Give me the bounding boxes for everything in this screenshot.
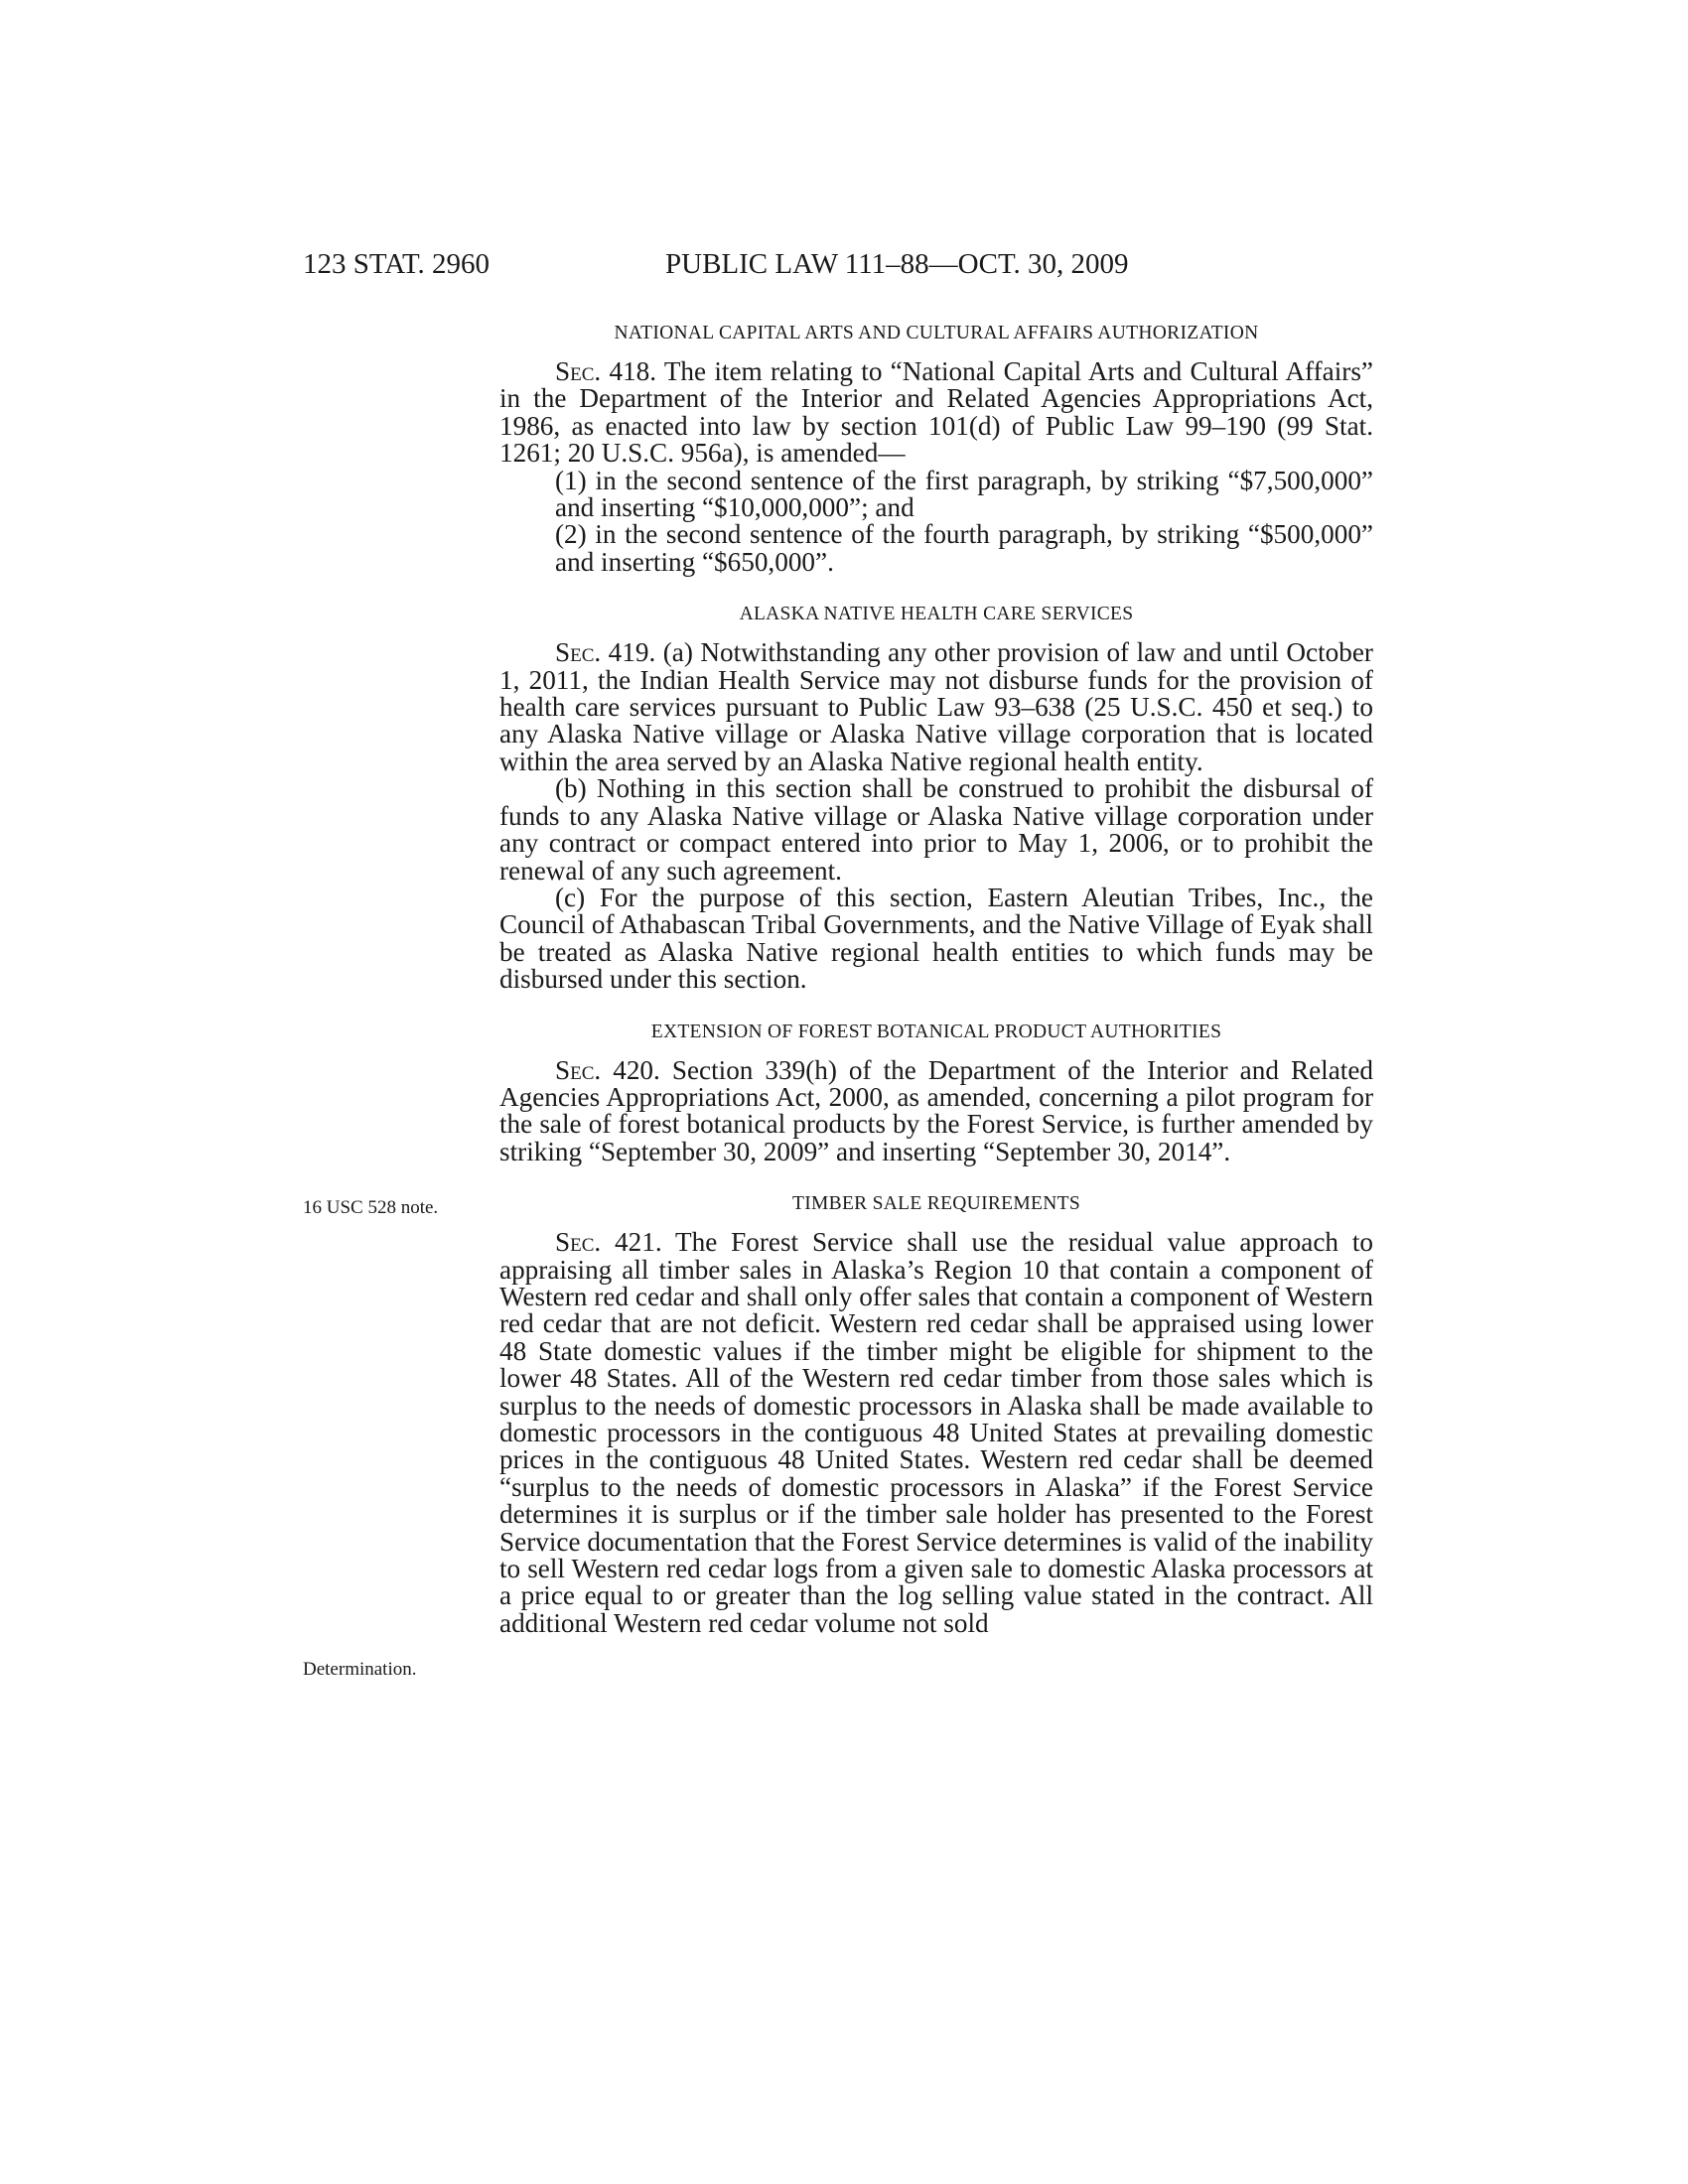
section-paragraph xyxy=(499,639,1373,775)
section-number: Sec. 420. xyxy=(555,1054,660,1085)
section-420 xyxy=(499,1020,1373,1166)
section-heading: TIMBER SALE REQUIREMENTS xyxy=(792,1193,1080,1215)
margin-note-usc: 16 USC 528 note. xyxy=(303,1197,439,1218)
statute-page-reference: 123 STAT. 2960 xyxy=(303,248,491,280)
section-paragraph xyxy=(499,1229,1373,1637)
paragraph-text: Section 339(h) of the Department of the Interior and Related Agencies Appropriations Act, 2000, as amended, concerning a pilot program for the sale of forest botanical products by the Forest Service, is further amended by striking “September 30, 2009” and inserting “September 30, 2014”. xyxy=(499,1054,1373,1166)
list-item: (2) in the second sentence of the fourth paragraph, by striking “$500,000” and inserting “$650,000”. xyxy=(555,519,1373,577)
section-418 xyxy=(499,321,1373,576)
section-419 xyxy=(499,602,1373,993)
running-head xyxy=(303,248,1216,288)
section-paragraph xyxy=(499,1054,1373,1166)
margin-note-determination: Determination. xyxy=(303,1659,417,1680)
public-law-title: PUBLIC LAW 111–88—OCT. 30, 2009 xyxy=(665,248,1129,280)
section-heading: NATIONAL CAPITAL ARTS AND CULTURAL AFFAIRS AUTHORIZATION xyxy=(614,323,1259,343)
paragraph-text: The item relating to “National Capital Arts and Cultural Affairs” in the Department of the Interior and Related Agencies Appropriations Act, 1986, as enacted into law by section 101(d) of Public Law 99–190 (99 Stat. 1261; 20 U.S.C. 956a), is amended— xyxy=(499,356,1373,469)
section-number: Sec. 419. xyxy=(555,637,656,668)
section-number: Sec. 418. xyxy=(555,356,657,386)
section-421 xyxy=(499,1191,1373,1637)
section-number: Sec. 421. xyxy=(555,1227,662,1258)
section-heading: ALASKA NATIVE HEALTH CARE SERVICES xyxy=(739,604,1134,625)
paragraph-text: The Forest Service shall use the residual value approach to appraising all timber sales in Alaska’s Region 10 that contain a component of Western red cedar and shall only offer sales that contain a component of Western red cedar that are not deficit. Western red cedar shall be appraised using lower 48 State domestic values if the timber might be eligible for shipment to the lower 48 States. All of the Western red cedar timber from those sales which is surplus to the needs of domestic processors in Alaska shall be made available to domestic processors in the contiguous 48 United States at prevailing domestic prices in the contiguous 48 United States. Western red cedar shall be deemed “surplus to the needs of domestic processors in Alaska” if the Forest Service determines it is surplus or if the timber sale holder has presented to the Forest Service documentation that the Forest Service determines is valid of the inability to sell Western red cedar logs from a given sale to domestic Alaska processors at a price equal to or greater than the log selling value stated in the contract. All additional Western red cedar volume not sold xyxy=(499,1227,1373,1638)
section-paragraph xyxy=(499,358,1373,468)
subsection-paragraph: (b) Nothing in this section shall be construed to prohibit the disbursal of funds to any Alaska Native village or Alaska Native village corporation under any contract or compact entered into prior to May 1, 2006, or to prohibit the renewal of any such agreement. xyxy=(499,773,1373,886)
section-heading: EXTENSION OF FOREST BOTANICAL PRODUCT AUTHORITIES xyxy=(650,1021,1222,1042)
list-item: (1) in the second sentence of the first paragraph, by striking “$7,500,000” and inserting “$10,000,000”; and xyxy=(555,465,1373,523)
subsection-paragraph: (c) For the purpose of this section, Eastern Aleutian Tribes, Inc., the Council of Athabascan Tribal Governments, and the Native Village of Eyak shall be treated as Alaska Native regional health entities to which funds may be disbursed under this section. xyxy=(499,882,1373,995)
body-text-column xyxy=(499,321,1373,1637)
paragraph-text: (a) Notwithstanding any other provision of law and until October 1, 2011, the Indian Health Service may not disburse funds for the provision of health care services pursuant to Public Law 93–638 (25 U.S.C. 450 et seq.) to any Alaska Native village or Alaska Native village corporation that is located within the area served by an Alaska Native regional health entity. xyxy=(499,637,1373,776)
